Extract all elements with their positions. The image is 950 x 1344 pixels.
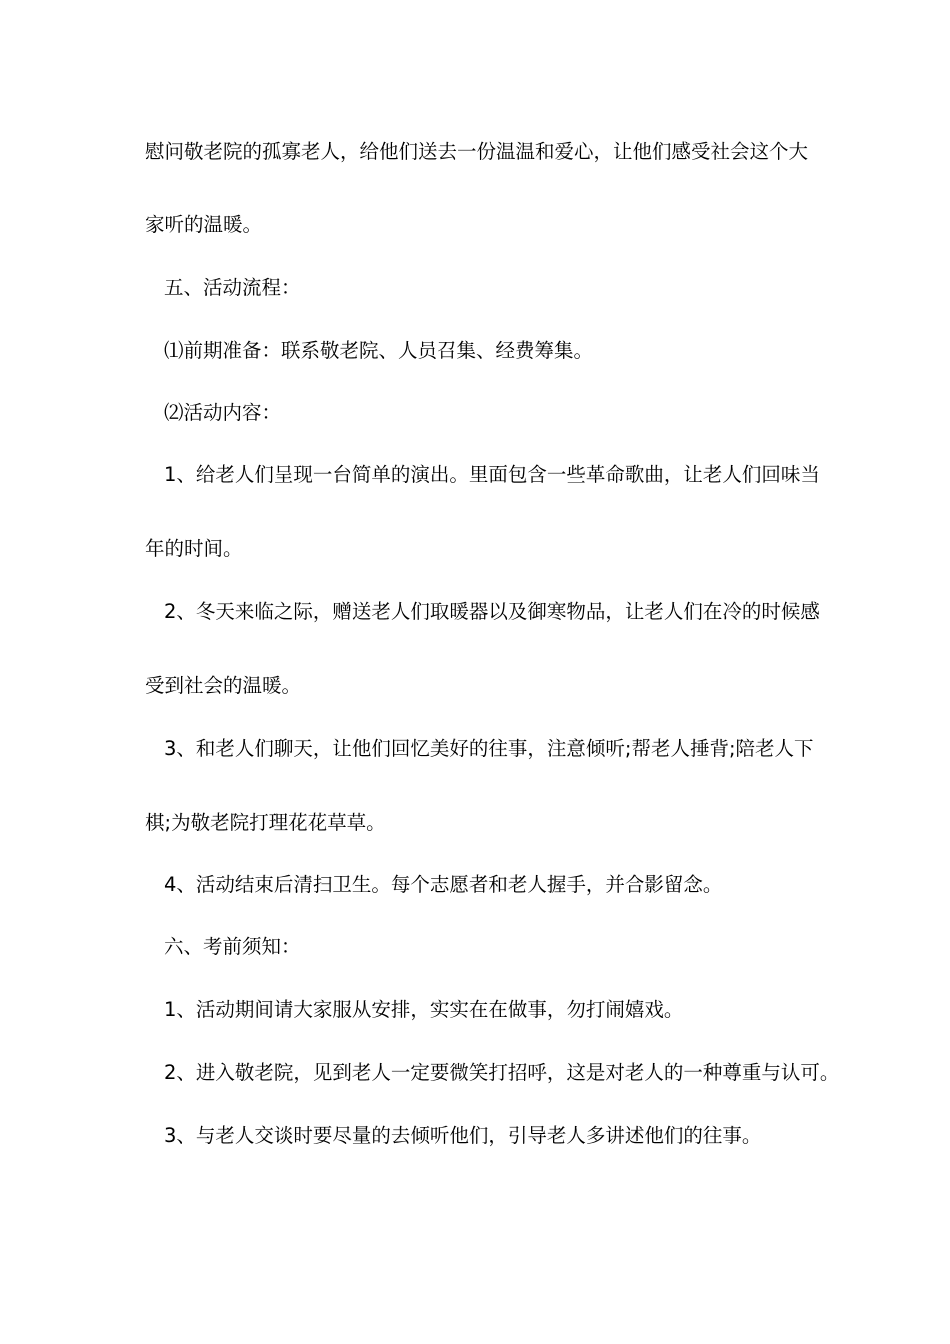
paragraph-line: 家听的温暖。	[145, 213, 263, 236]
list-item: 1、活动期间请大家服从安排，实实在在做事，勿打闹嬉戏。	[164, 998, 684, 1021]
paragraph-line: ⑴前期准备：联系敬老院、人员召集、经费筹集。	[164, 339, 594, 362]
list-item: 1、给老人们呈现一台简单的演出。里面包含一些革命歌曲，让老人们回味当	[164, 463, 820, 486]
list-item: 3、与老人交谈时要尽量的去倾听他们，引导老人多讲述他们的往事。	[164, 1124, 762, 1147]
list-item: 4、活动结束后清扫卫生。每个志愿者和老人握手，并合影留念。	[164, 873, 723, 896]
list-item: 3、和老人们聊天，让他们回忆美好的往事，注意倾听;帮老人捶背;陪老人下	[164, 737, 814, 760]
section-heading: 六、考前须知：	[164, 935, 301, 958]
list-item: 2、进入敬老院，见到老人一定要微笑打招呼，这是对老人的一种尊重与认可。	[164, 1061, 840, 1084]
paragraph-line: 年的时间。	[145, 537, 243, 560]
list-item: 2、冬天来临之际，赠送老人们取暖器以及御寒物品，让老人们在冷的时候感	[164, 600, 820, 623]
paragraph-line: 棋;为敬老院打理花花草草。	[145, 811, 386, 834]
paragraph-line: ⑵活动内容：	[164, 401, 282, 424]
paragraph-line: 受到社会的温暖。	[145, 674, 302, 697]
paragraph-line: 慰问敬老院的孤寡老人，给他们送去一份温温和爱心，让他们感受社会这个大	[145, 140, 809, 163]
section-heading: 五、活动流程：	[164, 276, 301, 299]
